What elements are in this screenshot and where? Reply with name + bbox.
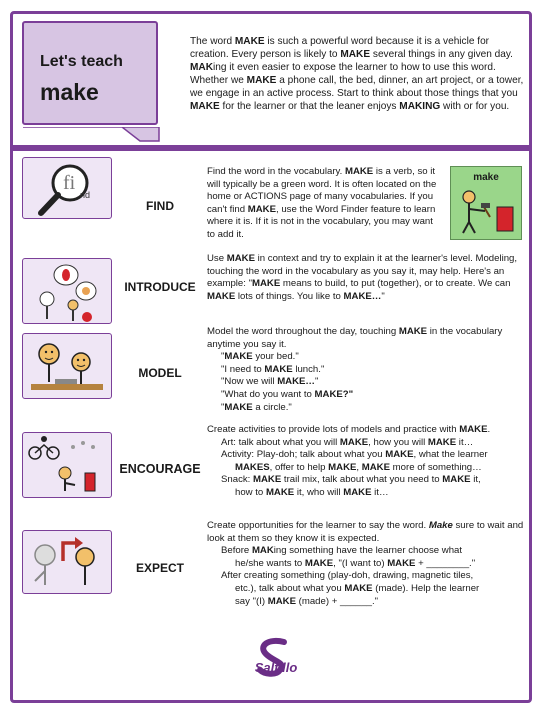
title-box (22, 21, 158, 125)
row-text-introduce: Use MAKE in context and try to explain it at the learner's level. Modeling, touching the word in the vocabulary as you say it, may help. Here's an example: "MAKE means to build, to put (together), or to create. We can MAKE lots of things. You like to MAKE…" (207, 253, 518, 302)
expect-people-icon (23, 531, 112, 594)
introduce-icon-card (22, 258, 112, 324)
encourage-icon-card (22, 432, 112, 498)
expect-icon-card (22, 530, 112, 594)
title-box-tail (22, 127, 160, 143)
title-line2: make (40, 79, 99, 105)
model-icon-card (22, 333, 112, 399)
make-card-label: make (473, 172, 499, 183)
brand-name: Saltillo (254, 660, 298, 675)
row-label-find: FIND (146, 199, 174, 213)
model-people-icon (23, 334, 112, 399)
encourage-activity-icon (23, 433, 112, 498)
introduce-people-icon (23, 259, 112, 324)
row-text-model: Model the word throughout the day, touching MAKE in the vocabulary anytime you say it. "MAKE your bed." "I need to MAKE lunch." "Now we will MAKE…" "What do you want to MAKE?" "MAKE a circle." (207, 326, 503, 413)
make-symbol-card (450, 166, 522, 240)
row-label-introduce: INTRODUCE (124, 280, 196, 294)
saltillo-logo-icon (234, 625, 314, 687)
row-label-expect: EXPECT (135, 561, 184, 575)
row-label-model: MODEL (138, 366, 182, 380)
row-text-expect: Create opportunities for the learner to say the word. Make sure to wait and look at them so they know it is expected. Before MAKing something have the learner choose what he/she wants to MAKE, "(I want to) MAKE + ________." After creating something (play-doh, drawing, magnetic tiles, etc.), talk about what you MAKE (made). Help the learner say "(I) MAKE (made) + ______." (207, 520, 524, 607)
hammer-person-icon (451, 167, 523, 241)
find-icon-card (22, 157, 112, 219)
magnifier-text-fi: fi (63, 172, 76, 194)
magnifier-text-nd: nd (80, 190, 91, 200)
row-text-encourage: Create activities to provide lots of models and practice with MAKE. Art: talk about what you will MAKE, how you will MAKE it… Activity: Play-doh; talk about what you MAKE, what the learner MAKES, offer to help MAKE, MAKE more of something… Snack: MAKE trail mix, talk about what you need to MAKE it, how to MAKE it, who will MAKE it… (207, 424, 491, 498)
row-label-encourage: ENCOURAGE (119, 462, 201, 476)
row-text-find: Find the word in the vocabulary. MAKE is a verb, so it will typically be a green word. It is often located on the home or ACTIONS page of many vocabularies. If you can't find MAKE, use the Word Finder feature to learn where it is. If it is not in the vocabulary, you may want to add it. (207, 166, 437, 240)
magnifier-find-icon (23, 158, 112, 219)
section-divider (10, 145, 532, 151)
title-line1: Let's teach (40, 53, 123, 70)
intro-paragraph: The word MAKE is such a powerful word because it is a vehicle for creation. Every person is likely to MAKE several things in any given day. MAKing it even easier to expose the learner to how to use this word. Whether we MAKE a phone call, the bed, dinner, an art project, or a tower, we engage in an active process. Start to think about those things that you MAKE for the learner or that the leaner enjoys MAKING with or for you. (190, 36, 524, 112)
